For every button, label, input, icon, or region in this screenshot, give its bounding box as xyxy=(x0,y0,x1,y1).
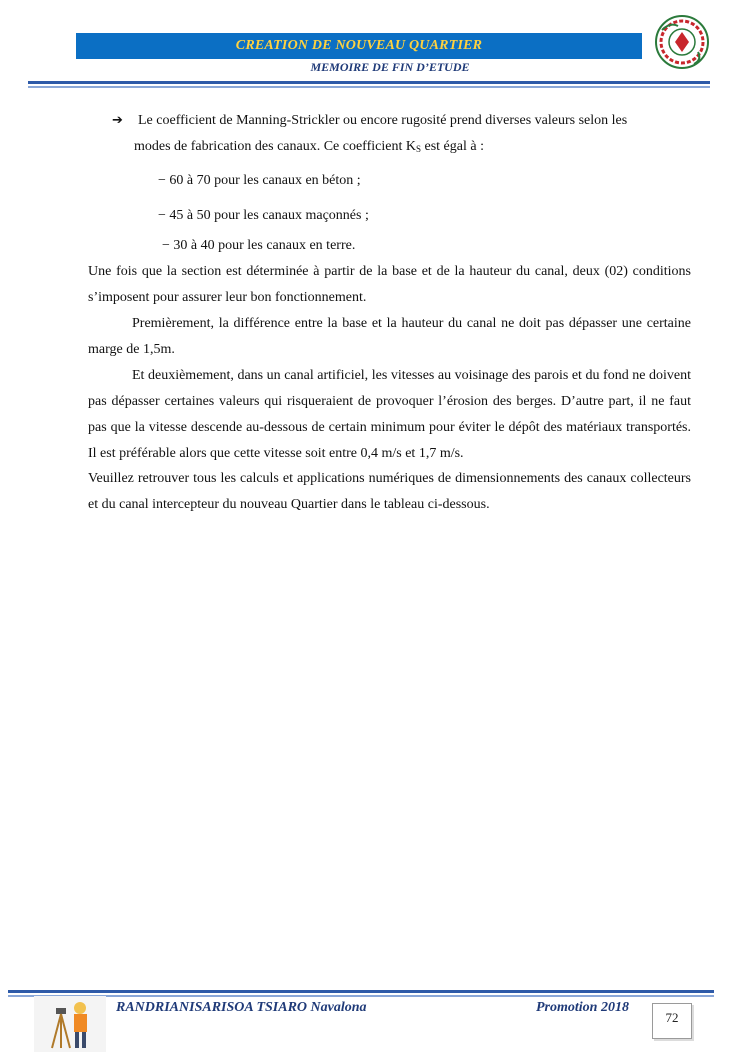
page-number-box xyxy=(652,1003,692,1039)
page-number: 72 xyxy=(665,1010,679,1025)
footer-rule-thin xyxy=(8,995,714,997)
header-bar xyxy=(76,33,642,59)
header-rule-thin xyxy=(28,86,710,88)
paragraph-second: Et deuxièmement, dans un canal artificiel, les vitesses au voisinage des parois et du fond ne doivent pas dépasser certaines valeurs qui risqueraient de provoquer l’érosion des berges. D’autre part, il ne faut pas que la vitesse descende au-dessous de certain minimum pour éviter le dépôt des matériaux transportés. Il est préférable alors que cette vitesse soit entre 0,4 m/s et 1,7 m/s. xyxy=(88,368,691,461)
list-item: − 60 à 70 pour les canaux en béton ; xyxy=(158,173,361,188)
school-seal-icon xyxy=(642,12,722,82)
paragraph-conditions: Une fois que la section est déterminée à partir de la base et de la hauteur du canal, deux (02) conditions s’imposent pour assurer leur bon fonctionnement. xyxy=(88,264,691,305)
paragraph-table-ref: Veuillez retrouver tous les calculs et applications numériques de dimensionnements des canaux collecteurs et du canal intercepteur du nouveau Quartier dans le tableau ci-dessous. xyxy=(88,471,691,512)
footer-promotion: Promotion 2018 xyxy=(536,1000,629,1015)
bullet-continuation: modes de fabrication des canaux. Ce coefficient $K_S$ est égal à : xyxy=(134,139,484,154)
paragraph-first: Premièrement, la différence entre la base et la hauteur du canal ne doit pas dépasser une certaine marge de 1,5m. xyxy=(88,316,691,357)
footer-rule xyxy=(8,990,714,993)
header-rule xyxy=(28,81,710,84)
list-item: − 45 à 50 pour les canaux maçonnés ; xyxy=(158,208,369,223)
bullet-line xyxy=(112,108,672,134)
bullet-text: Le coefficient de Manning-Strickler ou encore rugosité prend diverses valeurs selon les xyxy=(138,113,628,128)
header-title: CREATION DE NOUVEAU QUARTIER xyxy=(235,38,483,53)
list-item: − 30 à 40 pour les canaux en terre. xyxy=(162,238,356,253)
footer-author: RANDRIANISARISOA TSIARO Navalona xyxy=(116,1000,367,1015)
surveyor-icon xyxy=(34,996,106,1052)
header-subtitle: MEMOIRE DE FIN D’ETUDE xyxy=(310,60,470,74)
arrow-right-icon: ➔ xyxy=(112,113,123,128)
